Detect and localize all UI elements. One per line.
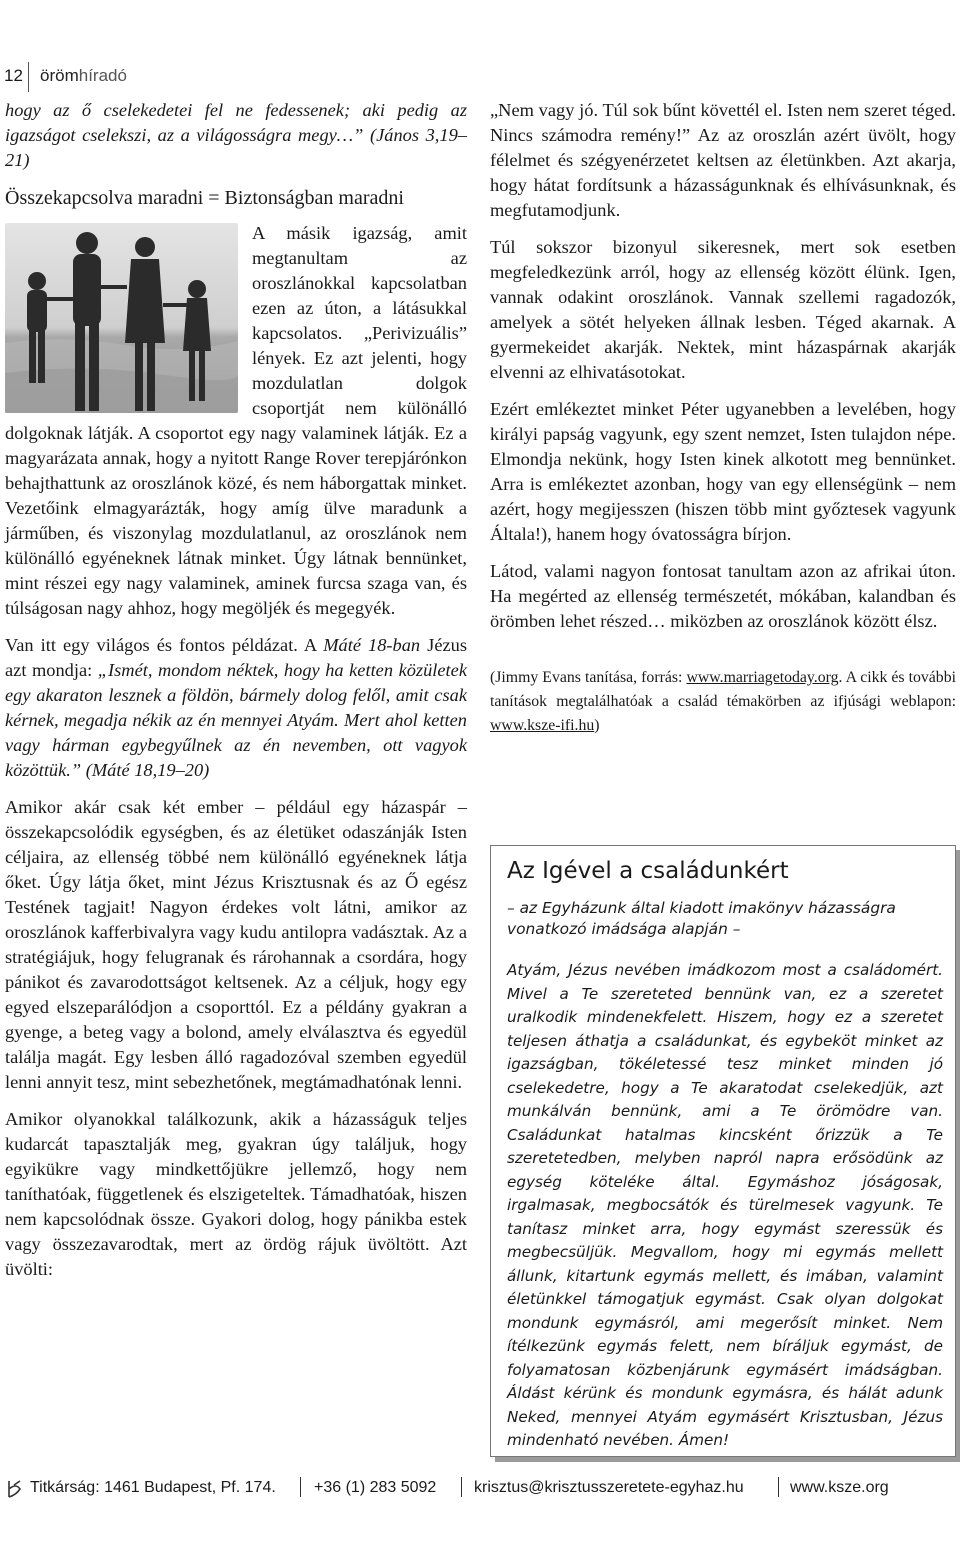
header-divider: [28, 62, 29, 92]
right-column: [490, 98, 956, 738]
paragraph-enemy: Túl sokszor bizonyul sikeresnek, mert sok esetben megfeledkezünk arról, hogy az ellenség között élünk. Igen, vannak odakint oroszlánok. Vannak szellemi ragadozók, amelyek a sötét helyeken állnak lesben. Téged akarnak. A gyermekeidet akarják. Nektek, mint házaspárnak akarják elvenni az elhivatásotokat.: [490, 237, 956, 382]
publication-name-part1: öröm: [40, 66, 79, 85]
footer-divider: [461, 1477, 462, 1497]
page-footer: [0, 1476, 960, 1502]
paragraph-lion-roars: „Nem vagy jó. Túl sok bűnt követtél el. Isten nem szeret téged. Nincs számodra remény!” Az az oroszlán azért üvölt, hogy félelmet és szégyenérzetet keltsen az életünkben. Azt akarja, hogy hátat fordítsunk a házasságunknak és elhívásunknak, és megfutamodjunk.: [490, 100, 956, 220]
footer-phone: +36 (1) 283 5092: [314, 1479, 437, 1496]
page-header: [0, 62, 300, 92]
scripture-quote-john: hogy az ő cselekedetei fel ne fedessenek; aki pedig az igazságot cselekszi, az a világosságra megy…” (János 3,19–21): [5, 100, 467, 170]
paragraph-perivisual-text: A másik igazság, amit megtanultam az oroszlánokkal kapcsolatban ezen az úton, a látásukkal kapcsolatos. „Perivizuális” lények. Ez azt jelenti, hogy mozdulatlan dolgok csoportját nem különálló dolgoknak látják. A csoportot egy nagy valaminek látják. Ez a magyarázata annak, hogy a nyitott Range Rover terepjárónkon behajthattunk az oroszlánok közé, és nem háborgattak minket. Vezetőink elmagyarázták, hogy amíg ülve maradunk a járműben, és viszonylag mozdulatlanul, az oroszlánok nem különálló egyéneknek látnak minket. Úgy látnak bennünket, mint részei egy nagy valaminek, aminek furcsa szaga van, és túlságosan nagy ahhoz, hogy megöljék és megegyék.: [5, 223, 467, 618]
link-ksze-ifi[interactable]: www.ksze-ifi.hu: [490, 717, 595, 734]
matthew-reference: Máté 18-ban: [323, 635, 421, 655]
section-subheading: Összekapcsolva maradni = Biztonságban maradni: [5, 187, 404, 209]
link-marriagetoday[interactable]: www.marriagetoday.org: [686, 669, 839, 686]
paragraph-peter: Ezért emlékeztet minket Péter ugyanebben a levelében, hogy királyi papság vagyunk, egy szent nemzet, Isten tulajdon népe. Elmondja nekünk, hogy Isten kinek alkotott meg bennünket. Arra is emlékeztet azonban, hogy van egy ellenségünk – nem azért, hogy megijesszen (hiszen több mint győztesek vagyunk Általa!), hanem hogy óvatosságra bírjon.: [490, 399, 956, 544]
source-note-mid: . A cikk és további tanítások megtalálhatóak a család témakörben az ifjúsági weblapon:: [490, 669, 956, 710]
page-number: 12: [4, 66, 23, 85]
paragraph-perivisual: [5, 221, 467, 621]
paragraph-marriages: Amikor olyanokkal találkozunk, akik a házasságuk teljes kudarcát tapasztalják meg, gyakran úgy találjuk, hogy egyikükre vagy mindkettőjükre jellemző, hogy nem taníthatóak, függetlenek és elszigeteltek. Támadhatóak, hiszen nem kapcsolódnak össze. Gyakori dolog, hogy pánikba estek vagy összezavarodtak, mert az ördög rájuk üvöltött. Azt üvölti:: [5, 1109, 467, 1279]
source-note: [490, 666, 956, 738]
family-photo: [5, 223, 238, 413]
paragraph-matthew-mid: Jézus azt mondja:: [5, 635, 467, 680]
footer-address: Titkárság: 1461 Budapest, Pf. 174.: [30, 1479, 276, 1496]
prayer-box: [490, 845, 956, 1457]
paragraph-african-trip: Látod, valami nagyon fontosat tanultam azon az afrikai úton. Ha megérted az ellenség természetét, mókában, kalandban és örömben lehet részed… miközben az oroszlánok között élsz.: [490, 561, 956, 631]
footer-website[interactable]: www.ksze.org: [790, 1479, 889, 1496]
matthew-quote: „Ismét, mondom néktek, hogy ha ketten közületek egy akaraton lesznek a földön, bármely dolog felől, amit csak kérnek, megadja nékik az én mennyei Atyám. Mert ahol ketten vagy hárman egybegyűlnek az én nevemben, ott vagyok közöttük.” (Máté 18,19–20): [5, 660, 467, 780]
paragraph-matthew-intro: Van itt egy világos és fontos példázat. A: [5, 635, 324, 655]
footer-email[interactable]: krisztus@krisztusszeretete-egyhaz.hu: [474, 1479, 744, 1496]
prayer-subtitle: – az Egyházunk által kiadott imakönyv házasságra vonatkozó imádsága alapján –: [507, 899, 896, 938]
publication-name: [40, 66, 127, 86]
prayer-title: Az Igével a családunkért: [507, 858, 789, 884]
paragraph-matthew: [5, 633, 467, 783]
church-logo-icon: [6, 1479, 24, 1504]
prayer-text: Atyám, Jézus nevében imádkozom most a családomért. Mivel a Te szereteted bennünk van, ez a szeretet uralkodik mindenekfelett. Hiszem, hogy ez a szeretet teljesen áthatja a családunkat, és egybeköt minket az igazságban, tökéletessé tesz minket minden jó cselekedetre, hogy a Te akaratodat cselekedjük, azt munkálván bennünk, ami a Te örömödre van. Családunkat hatalmas kincsként őrizzük a Te szeretetedben, melyben napról napra erősödünk az egység köteléke által. Egymáshoz jóságosak, irgalmasak, megbocsátók és türelmesek vagyunk. Te tanítasz minket arra, hogy egymást szeressük és megbecsüljük. Megvallom, hogy mi egymás mellett állunk, kitartunk egymás mellett, és imában, valamint életünkkel támogatjuk egymást. Csak olyan dolgokat mondunk egymásról, ami megerősít minket. Nem ítélkezünk egymás felett, nem bíráljuk egymást, de folyamatosan közbenjárunk egymásért imádságban. Áldást kérünk és mondunk egymásra, és hálát adunk Neked, mennyei Atyám egymásért Krisztusban, Jézus mindenható nevében. Ámen!: [507, 961, 943, 1449]
publication-name-part2: híradó: [78, 66, 127, 85]
source-note-pre: (Jimmy Evans tanítása, forrás:: [490, 669, 687, 686]
footer-divider: [300, 1477, 301, 1497]
left-column: [5, 98, 467, 1294]
paragraph-lions-hunt: Amikor akár csak két ember – például egy házaspár – összekapcsolódik egységben, és az életüket odaszánják Isten céljaira, az ellenség többé nem különálló egyéneknek látja őket. Úgy látja őket, mint Jézus Krisztusnak és az Ő egész Testének tagjait! Nagyon érdekes volt látni, amikor az oroszlánok kafferbivalyra vagy kudu antilopra vadásztak. Az a stratégiájuk, hogy felugranak és rárohannak a csordára, hogy pánikot és zavarodottságot keltsenek. Az a céljuk, hogy egy egyed elszeparálódjon a csoporttól. Ez a példány gyakran a gyenge, a beteg vagy a bolond, amely elválasztva és egyedül találja magát. Egy lesben álló ragadozóval szemben egyedül lenni annyit tesz, mint sebezhetőnek, megtámadhatónak lenni.: [5, 797, 467, 1092]
footer-divider: [778, 1477, 779, 1497]
source-note-end: ): [594, 717, 600, 734]
